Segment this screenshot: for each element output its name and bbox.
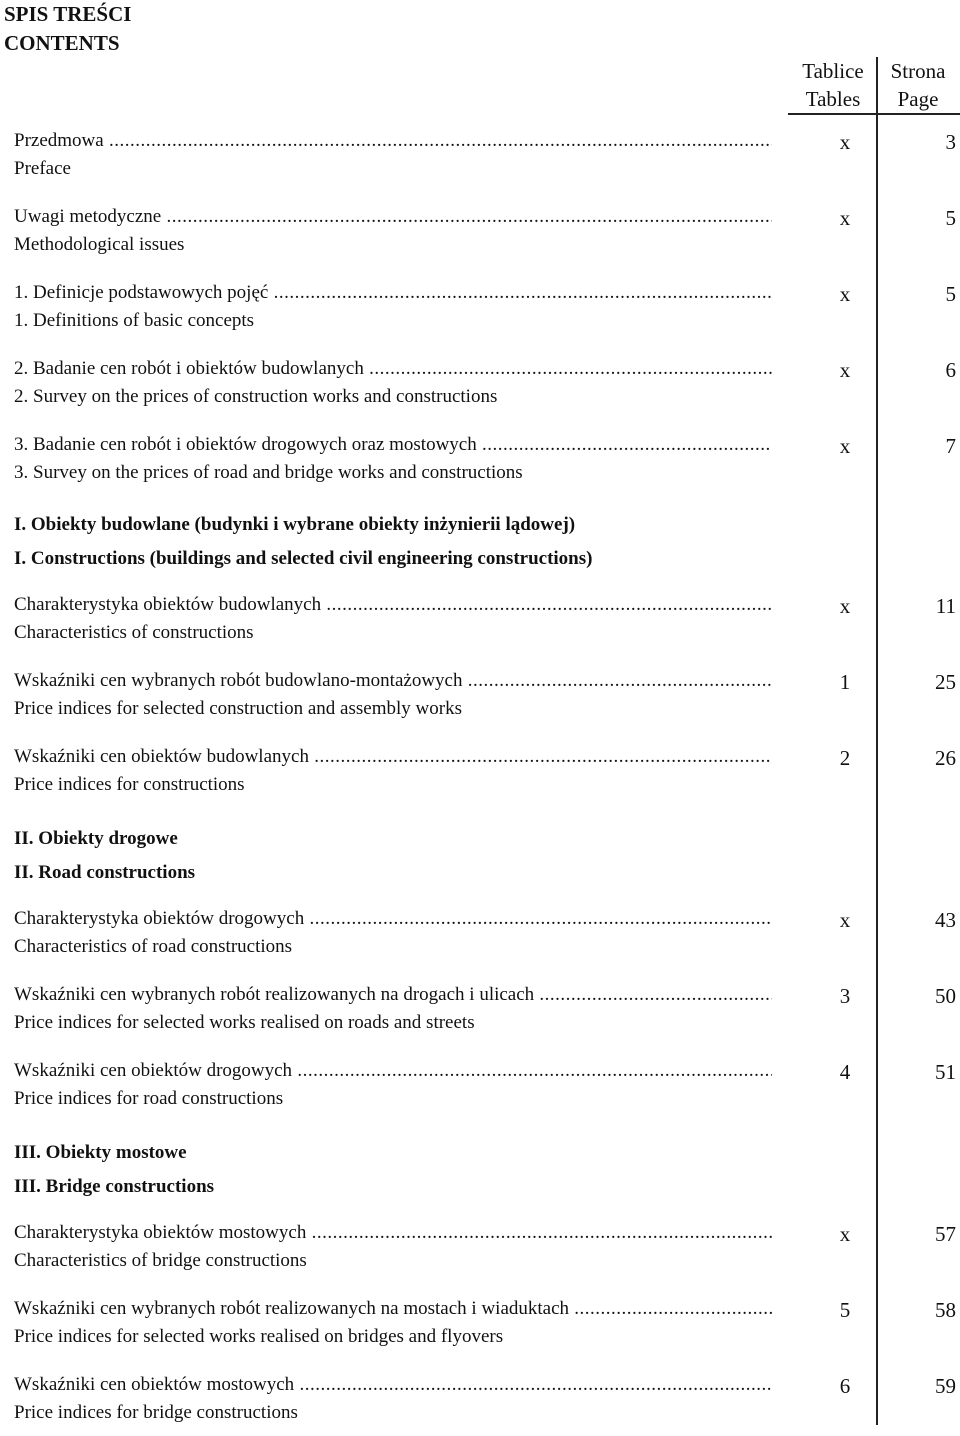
toc-entry-title-en: Characteristics of bridge constructions: [14, 1250, 307, 1271]
toc-entry-table-number: 2: [839, 746, 851, 770]
toc-entry-title-pl: 2. Badanie cen robót i obiektów budowlanych .....: [14, 356, 772, 382]
toc-entry-title-en: Price indices for selected works realised on bridges and flyovers: [14, 1326, 504, 1347]
toc-entry-title-pl: Wskaźniki cen obiektów drogowych .....: [14, 1058, 772, 1084]
toc-entry: [14, 668, 956, 732]
toc-entry-page-number: 26: [935, 746, 956, 770]
toc-entry: [14, 280, 956, 344]
section-heading-pl: II. Obiekty drogowe: [14, 828, 178, 849]
toc-entry-page-number: 11: [935, 594, 956, 618]
toc-entry-title-en: Characteristics of constructions: [14, 622, 254, 643]
column-header-tables-pl: Tablice: [802, 59, 864, 83]
toc-entry-title-en: Price indices for constructions: [14, 774, 245, 795]
toc-entry-title-pl: Charakterystyka obiektów mostowych .....: [14, 1220, 772, 1246]
toc-entry: [14, 744, 956, 808]
toc-entry-title-pl: Wskaźniki cen wybranych robót budowlano-montażowych .....: [14, 668, 772, 694]
toc-entry-page-number: 43: [935, 908, 956, 932]
toc-entry-page-number: 58: [935, 1298, 956, 1322]
column-header-tables-en: Tables: [805, 87, 861, 111]
toc-entry-title-pl: Wskaźniki cen wybranych robót realizowanych na mostach i wiaduktach .....: [14, 1296, 772, 1322]
toc-entry-page-number: 57: [935, 1222, 956, 1246]
toc-entry-table-number: 6: [839, 1374, 851, 1398]
toc-entry-table-number: x: [839, 282, 851, 306]
toc-entry-title-pl: 3. Badanie cen robót i obiektów drogowych oraz mostowych .....: [14, 432, 772, 458]
toc-entry-table-number: x: [839, 434, 851, 458]
toc-entry: [14, 204, 956, 268]
toc-entry-page-number: 51: [935, 1060, 956, 1084]
toc-entry: [14, 356, 956, 420]
section-heading-pl: I. Obiekty budowlane (budynki i wybrane obiekty inżynierii lądowej): [14, 514, 576, 535]
toc-entry-table-number: 1: [839, 670, 851, 694]
toc-entry-page-number: 6: [945, 358, 956, 382]
toc-entry-title-pl: Charakterystyka obiektów drogowych .....: [14, 906, 772, 932]
column-header-page-en: Page: [897, 87, 939, 111]
toc-entry-page-number: 25: [935, 670, 956, 694]
toc-entry-title-en: Price indices for selected works realised on roads and streets: [14, 1012, 475, 1033]
toc-entry-title-en: Methodological issues: [14, 234, 185, 255]
toc-entry-title-pl: Wskaźniki cen obiektów mostowych .....: [14, 1372, 772, 1398]
toc-entry-table-number: 3: [839, 984, 851, 1008]
toc-entry-title-en: Price indices for selected construction and assembly works: [14, 698, 462, 719]
toc-entry-page-number: 5: [945, 282, 956, 306]
toc-entry: [14, 1058, 956, 1122]
section-heading-en: I. Constructions (buildings and selected civil engineering constructions): [14, 548, 593, 569]
toc-entry-title-en: Preface: [14, 158, 71, 179]
toc-entry-table-number: x: [839, 594, 851, 618]
toc-entry: [14, 982, 956, 1046]
page-title-pl: SPIS TREŚCI: [4, 2, 132, 26]
toc-entry-title-en: Characteristics of road constructions: [14, 936, 293, 957]
toc-entry-page-number: 50: [935, 984, 956, 1008]
toc-entry-page-number: 59: [935, 1374, 956, 1398]
toc-entry: [14, 906, 956, 970]
column-header-page-pl: Strona: [890, 59, 946, 83]
toc-entry: [14, 128, 956, 192]
toc-entry-title-en: 2. Survey on the prices of construction works and constructions: [14, 386, 498, 407]
toc-entry-title-pl: Wskaźniki cen wybranych robót realizowanych na drogach i ulicach .....: [14, 982, 772, 1008]
page-title-en: CONTENTS: [4, 31, 120, 55]
toc-entry-table-number: x: [839, 358, 851, 382]
toc-entry: [14, 592, 956, 656]
toc-entry-title-en: 1. Definitions of basic concepts: [14, 310, 255, 331]
toc-entry: [14, 1296, 956, 1360]
toc-entry-title-pl: Uwagi metodyczne .....: [14, 204, 772, 230]
toc-entry-title-en: Price indices for bridge constructions: [14, 1402, 298, 1423]
toc-entry: [14, 1372, 956, 1436]
toc-entry-table-number: x: [839, 206, 851, 230]
toc-entry-table-number: x: [839, 908, 851, 932]
toc-entry-title-pl: Charakterystyka obiektów budowlanych .....: [14, 592, 772, 618]
toc-entry-page-number: 7: [945, 434, 956, 458]
toc-entry-table-number: x: [839, 1222, 851, 1246]
section-heading-pl: III. Obiekty mostowe: [14, 1142, 187, 1163]
section-heading-en: II. Road constructions: [14, 862, 196, 883]
toc-entry-title-pl: Przedmowa .....: [14, 128, 772, 154]
toc-entry-page-number: 5: [945, 206, 956, 230]
toc-entry-table-number: 4: [839, 1060, 851, 1084]
toc-entry-table-number: x: [839, 130, 851, 154]
toc-entry-title-en: 3. Survey on the prices of road and bridge works and constructions: [14, 462, 523, 483]
toc-entry-title-pl: 1. Definicje podstawowych pojęć .....: [14, 280, 772, 306]
toc-entry: [14, 1220, 956, 1284]
section-heading-en: III. Bridge constructions: [14, 1176, 215, 1197]
toc-entry: [14, 432, 956, 496]
toc-entry-table-number: 5: [839, 1298, 851, 1322]
toc-entry-title-pl: Wskaźniki cen obiektów budowlanych .....: [14, 744, 772, 770]
toc-entry-title-en: Price indices for road constructions: [14, 1088, 284, 1109]
toc-entry-page-number: 3: [945, 130, 956, 154]
